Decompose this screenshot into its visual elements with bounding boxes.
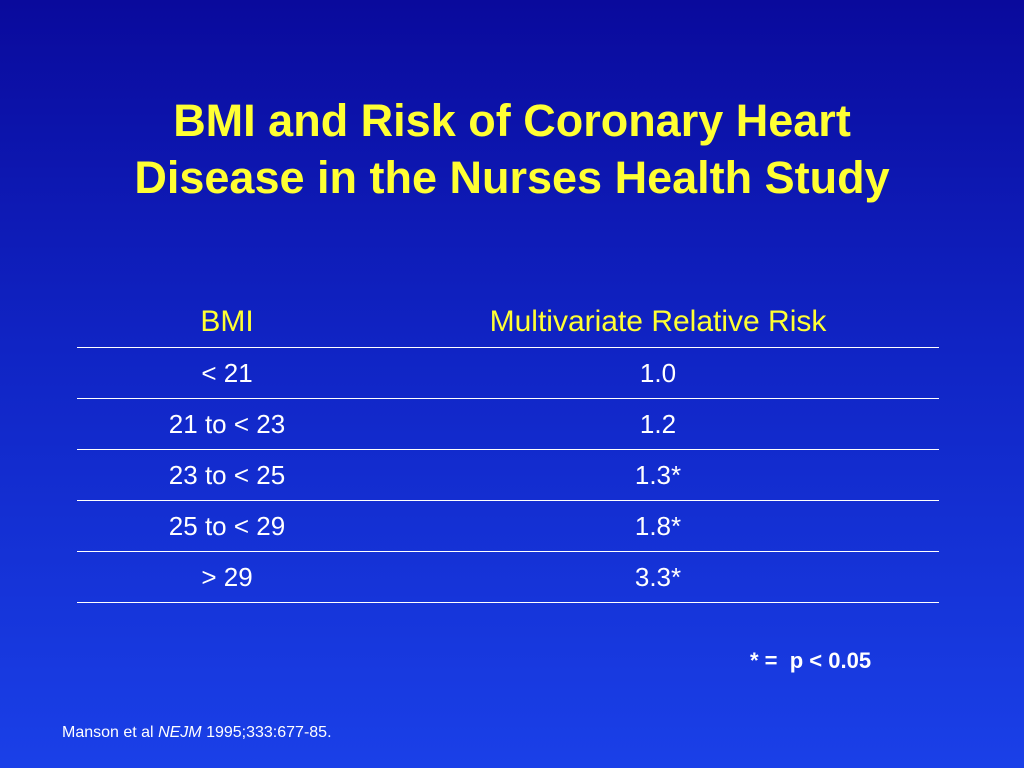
- risk-cell: 3.3*: [634, 561, 682, 592]
- table-row: [77, 450, 939, 501]
- citation-reference: 1995;333:677-85.: [201, 724, 332, 741]
- risk-cell: 1.3*: [634, 459, 682, 490]
- bmi-cell: > 29: [201, 561, 253, 592]
- table-row: [77, 552, 939, 603]
- header-bmi: BMI: [200, 304, 254, 338]
- risk-cell: 1.0: [639, 357, 677, 388]
- bmi-cell: < 21: [201, 357, 253, 388]
- significance-footnote: * = p < 0.05: [750, 648, 872, 673]
- risk-cell: 1.2: [639, 408, 677, 439]
- title-line-1: BMI and Risk of Coronary Heart: [173, 95, 851, 146]
- citation: [62, 724, 332, 742]
- table-row: [77, 348, 939, 399]
- citation-journal: NEJM: [158, 724, 202, 741]
- bmi-cell: 21 to < 23: [168, 408, 286, 439]
- title-line-2: Disease in the Nurses Health Study: [134, 152, 890, 203]
- bmi-cell: 23 to < 25: [168, 459, 286, 490]
- table-row: [77, 501, 939, 552]
- citation-authors: Manson et al: [62, 724, 159, 741]
- bmi-cell: 25 to < 29: [168, 510, 286, 541]
- table-row: [77, 399, 939, 450]
- risk-cell: 1.8*: [634, 510, 682, 541]
- risk-table: [77, 296, 939, 603]
- slide-title: [0, 92, 1024, 206]
- table-header-row: [77, 296, 939, 348]
- header-risk: Multivariate Relative Risk: [489, 304, 827, 338]
